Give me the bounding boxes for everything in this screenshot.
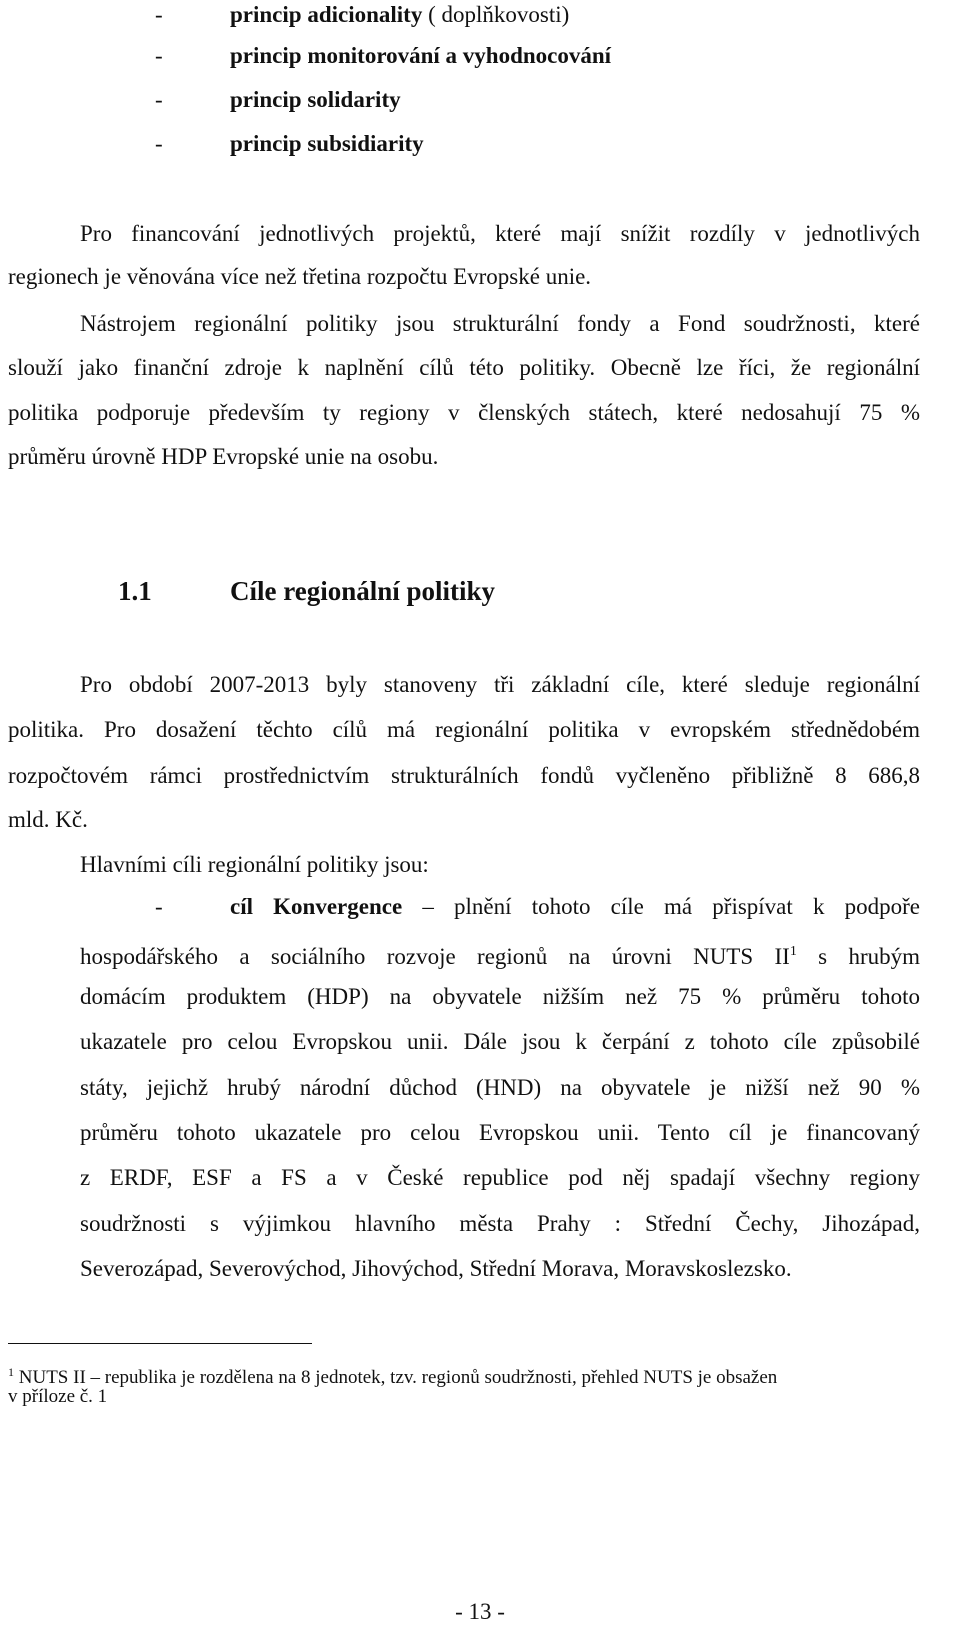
list-item [230,0,569,30]
text-line: regionech je věnována více než třetina rozpočtu Evropské unie. [8,264,592,289]
text-line: mld. Kč. [8,807,88,832]
text-line [80,937,920,972]
text-line: průměru tohoto ukazatele pro celou Evropskou unii. Tento cíl je financovaný [80,1120,920,1145]
text-line: soudržnosti s výjimkou hlavního města Prahy : Střední Čechy, Jihozápad, [80,1211,920,1236]
list-dash: - [155,2,163,27]
footnote-continuation: v příloze č. 1 [8,1386,108,1407]
goal-text: – plnění tohoto cíle má přispívat k podpoře [402,894,920,919]
text-line: slouží jako finanční zdroje k naplnění cílů této politiky. Obecně lze říci, že regionální [8,355,920,380]
list-dash: - [155,87,163,112]
goal-heading-line [230,892,920,922]
section-title: Cíle regionální politiky [230,576,496,606]
text-line: průměru úrovně HDP Evropské unie na osobu. [8,444,439,469]
footnote-ref[interactable]: 1 [789,944,797,959]
footnote-number: 1 [8,1365,14,1379]
footnote [8,1360,777,1390]
list-item: princip monitorování a vyhodnocování [230,43,612,68]
text-line: z ERDF, ESF a FS a v České republice pod něj spadají všechny regiony [80,1165,920,1190]
text-line: státy, jejichž hrubý národní důchod (HND) na obyvatele je nižší než 90 % [80,1075,920,1100]
text-line: Pro financování jednotlivých projektů, které mají snížit rozdíly v jednotlivých [80,221,920,246]
text-line: Severozápad, Severovýchod, Jihovýchod, Střední Morava, Moravskoslezsko. [80,1256,792,1281]
list-dash: - [155,894,163,919]
text-line: rozpočtovém rámci prostřednictvím strukturálních fondů vyčleněno přibližně 8 686,8 [8,763,920,788]
list-item-bold: princip adicionality [230,2,423,27]
text-span: s hrubým [796,944,920,969]
text-line: domácím produktem (HDP) na obyvatele nižším než 75 % průměru tohoto [80,984,920,1009]
goals-intro: Hlavními cíli regionální politiky jsou: [80,852,429,877]
list-dash: - [155,131,163,156]
section-number: 1.1 [118,576,152,606]
page-number: - 13 - [455,1599,505,1624]
text-span: hospodářského a sociálního rozvoje regionů na úrovni NUTS II [80,944,790,969]
list-dash: - [155,43,163,68]
text-line: politika. Pro dosažení těchto cílů má regionální politika v evropském střednědobém [8,717,920,742]
footnote-divider [8,1343,312,1344]
list-item: princip subsidiarity [230,131,424,156]
text-line: Pro období 2007-2013 byly stanoveny tři základní cíle, které sleduje regionální [80,672,920,697]
text-line: Nástrojem regionální politiky jsou strukturální fondy a Fond soudržnosti, které [80,311,920,336]
footnote-text: NUTS II – republika je rozdělena na 8 jednotek, tzv. regionů soudržnosti, přehled NUTS je obsažen [14,1367,778,1388]
goal-title: cíl Konvergence [230,894,403,919]
text-line: ukazatele pro celou Evropskou unii. Dále jsou k čerpání z tohoto cíle způsobilé [80,1029,920,1054]
list-item-rest: ( doplňkovosti) [422,2,570,27]
list-item: princip solidarity [230,87,401,112]
text-line: politika podporuje především ty regiony v členských státech, které nedosahují 75 % [8,400,920,425]
